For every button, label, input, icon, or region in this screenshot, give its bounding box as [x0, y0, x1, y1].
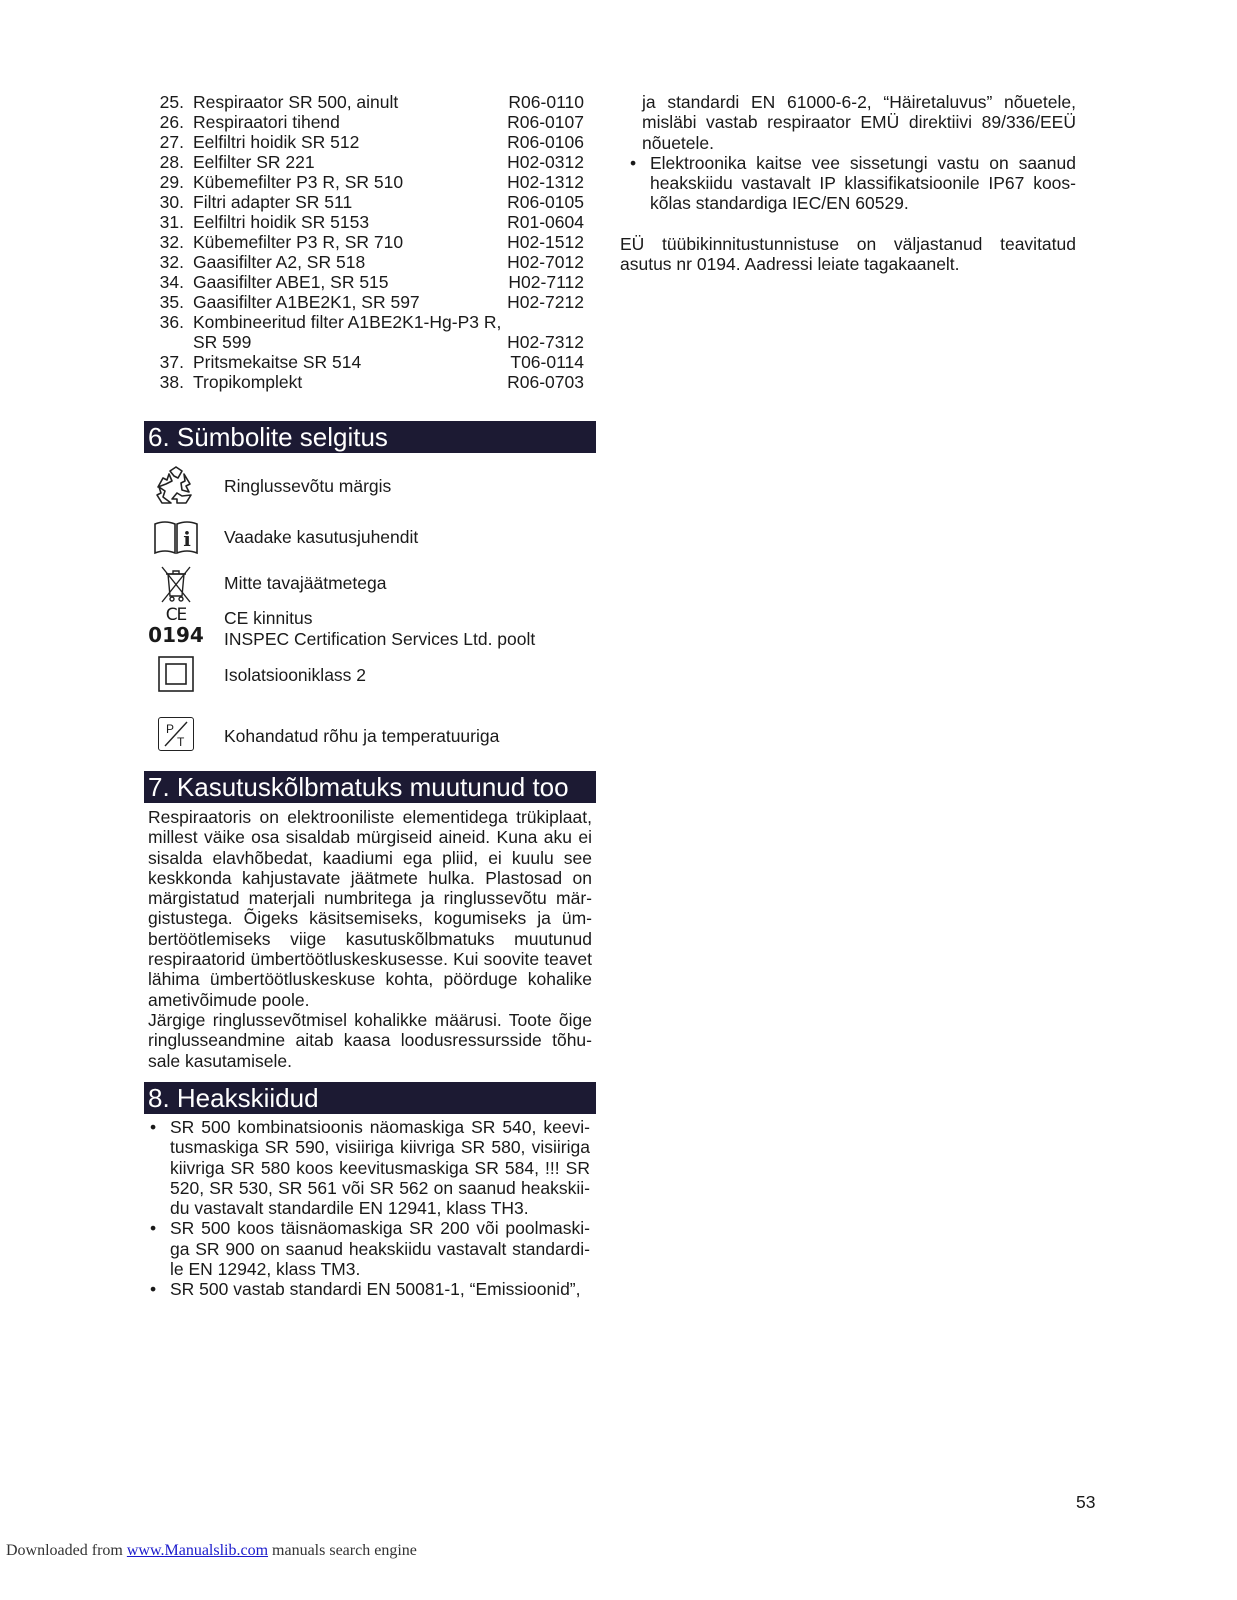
part-name: Kübemefilter P3 R, SR 710	[193, 232, 404, 252]
part-name: Filtri adapter SR 511	[193, 192, 353, 212]
part-code: H02-7012	[507, 252, 584, 272]
parts-list-item	[148, 112, 592, 132]
certificate-paragraph: EÜ tüübikinnitustunnistuse on väljastanud teavitatud asutus nr 0194. Aadressi leiate tagakaanelt.	[620, 233, 1076, 275]
footer-suffix: manuals search engine	[268, 1542, 417, 1559]
part-name: Kombineeritud filter A1BE2K1-Hg-P3 R, SR 599	[193, 312, 502, 352]
recycle-icon	[148, 464, 204, 508]
symbol-text-bin: Mitte tavajäätmetega	[224, 573, 387, 593]
section-7-body	[148, 807, 592, 1071]
part-number: 34.	[159, 272, 184, 292]
parts-list-item	[148, 152, 592, 172]
symbol-text-ce-inspec: INSPEC Certification Services Ltd. poolt	[224, 629, 536, 649]
parts-list-item	[148, 92, 592, 112]
part-number: 32.	[159, 232, 184, 252]
pressure-label: P	[166, 722, 175, 736]
parts-list-item	[148, 292, 592, 312]
part-code: H02-1512	[507, 232, 584, 252]
part-name: Tropikomplekt	[193, 372, 303, 392]
right-column	[620, 92, 1076, 275]
part-name: Eelfiltri hoidik SR 512	[193, 132, 360, 152]
part-number: 30.	[159, 192, 184, 212]
pressure-temperature-icon	[148, 712, 204, 756]
manualslib-link[interactable]: www.Manualslib.com	[126, 1542, 269, 1559]
part-code: T06-0114	[510, 352, 584, 372]
part-name: Respiraator SR 500, ainult	[193, 92, 399, 112]
approvals-list	[148, 1117, 590, 1300]
part-code: R06-0106	[507, 132, 584, 152]
symbol-text-insulation: Isolatsiooniklass 2	[224, 665, 367, 685]
approval-item: • SR 500 vastab standardi EN 50081-1, “Emissioonid”,	[148, 1279, 590, 1299]
part-code: R01-0604	[507, 212, 584, 232]
symbol-text-manual: Vaadake kasutusjuhendit	[224, 527, 419, 547]
part-number: 28.	[159, 152, 184, 172]
part-code: H02-7212	[507, 292, 584, 312]
part-code: R06-0703	[507, 372, 584, 392]
part-code: H02-7112	[508, 272, 584, 292]
part-code: R06-0110	[508, 92, 584, 112]
parts-list-item	[148, 272, 592, 292]
section-7-paragraph-1: Respiraatoris on elektrooniliste elementidega trükiplaat, millest väike osa sisaldab mürgiseid aineid. Kuna aku ei sisalda elavhõbedat, kaadiumi ega pliid, ei kuulu see keskkonda kahjustavate jäätmete hulka. Plastosad on märgistatud materjali numbritega ja ringlussevõtu märgistustega. Õigeks käsitsemiseks, kogumiseks ja ümbertöötlemiseks viige kasutuskõlbmatuks muutunud respiraatorid ümbertöötluskeskusesse. Kui soovite teavet lähima ümbertöötluskeskuse kohta, pöörduge kohalike ametivõimude poole.	[148, 807, 592, 1010]
ce-mark-label: CE	[165, 604, 187, 625]
parts-list-item	[148, 132, 592, 152]
part-number: 36.	[159, 312, 184, 332]
ce-mark-number: 0194	[148, 622, 204, 647]
right-approvals-list	[628, 92, 1076, 214]
part-number: 32.	[159, 252, 184, 272]
section-8-heading: 8. Heakskiidud	[144, 1082, 596, 1114]
parts-list-item	[148, 172, 592, 192]
parts-list-item	[148, 232, 592, 252]
part-code: H02-7312	[507, 332, 584, 352]
part-number: 25.	[159, 92, 184, 112]
part-code: R06-0105	[507, 192, 584, 212]
part-number: 26.	[159, 112, 184, 132]
section-6-heading: 6. Sümbolite selgitus	[144, 421, 596, 453]
part-name: Eelfiltri hoidik SR 5153	[193, 212, 370, 232]
approval-item: • SR 500 kombinatsioonis näomaskiga SR 540, keevitusmaskiga SR 590, visiiriga kiivriga SR 580, visiiriga kiivriga SR 580 koos keevitusmaskiga SR 584, !!! SR 520, SR 530, SR 561 või SR 562 on saanud heakskiidu vastavalt standardile EN 12941, klass TH3.	[148, 1117, 590, 1218]
part-code: R06-0107	[507, 112, 584, 132]
parts-list-item	[148, 212, 592, 232]
part-name: Gaasifilter ABE1, SR 515	[193, 272, 389, 292]
part-name: Gaasifilter A2, SR 518	[193, 252, 366, 272]
svg-text:i: i	[183, 527, 191, 551]
symbol-text-pressure: Kohandatud rõhu ja temperatuuriga	[224, 726, 500, 746]
part-number: 27.	[159, 132, 184, 152]
section-7-paragraph-2: Järgige ringlussevõtmisel kohalikke määrusi. Toote õige ringlusseandmine aitab kaasa loodusressursside tõhusale kasutamisele.	[148, 1009, 592, 1071]
parts-list-item	[148, 192, 592, 212]
section-7-heading: 7. Kasutuskõlbmatuks muutunud too	[144, 771, 596, 803]
part-number: 31.	[159, 212, 184, 232]
manual-info-icon	[148, 515, 204, 559]
approval-item-ip67: • Elektroonika kaitse vee sissetungi vastu on saanud heakskiidu vastavalt IP klassifikatsioonile IP67 kooskõlas standardiga IEC/EN 60529.	[628, 153, 1076, 214]
parts-list-item	[148, 252, 592, 272]
download-footer	[6, 1542, 417, 1560]
part-name: Pritsmekaitse SR 514	[193, 352, 362, 372]
footer-prefix: Downloaded from	[6, 1542, 127, 1559]
part-code: H02-0312	[507, 152, 584, 172]
part-code: H02-1312	[507, 172, 584, 192]
part-name: Respiraatori tihend	[193, 112, 340, 132]
ce-mark-icon	[148, 606, 204, 646]
part-name: Gaasifilter A1BE2K1, SR 597	[193, 292, 420, 312]
parts-list-item	[148, 372, 592, 392]
part-number: 37.	[159, 352, 184, 372]
part-number: 38.	[159, 372, 184, 392]
parts-list	[148, 92, 592, 392]
double-square-icon	[148, 652, 204, 696]
parts-list-item	[148, 352, 592, 372]
approval-item: • SR 500 koos täisnäomaskiga SR 200 või poolmaskiga SR 900 on saanud heakskiidu vastavalt standardile EN 12942, klass TM3.	[148, 1218, 590, 1279]
parts-list-item	[148, 312, 592, 352]
crossed-bin-icon	[148, 562, 204, 606]
page-number: 53	[1076, 1492, 1096, 1512]
part-number: 29.	[159, 172, 184, 192]
part-name: Kübemefilter P3 R, SR 510	[193, 172, 404, 192]
part-name: Eelfilter SR 221	[193, 152, 315, 172]
approval-continuation: ja standardi EN 61000-6-2, “Häiretaluvus” nõuetele, misläbi vastab respiraator EMÜ direktiivi 89/336/EEÜ nõuetele.	[642, 92, 1076, 153]
parts-list-block	[148, 92, 592, 392]
temperature-label: T	[177, 735, 185, 749]
part-number: 35.	[159, 292, 184, 312]
symbol-text-recycle: Ringlussevõtu märgis	[224, 476, 392, 496]
symbol-text-ce: CE kinnitus	[224, 608, 313, 628]
